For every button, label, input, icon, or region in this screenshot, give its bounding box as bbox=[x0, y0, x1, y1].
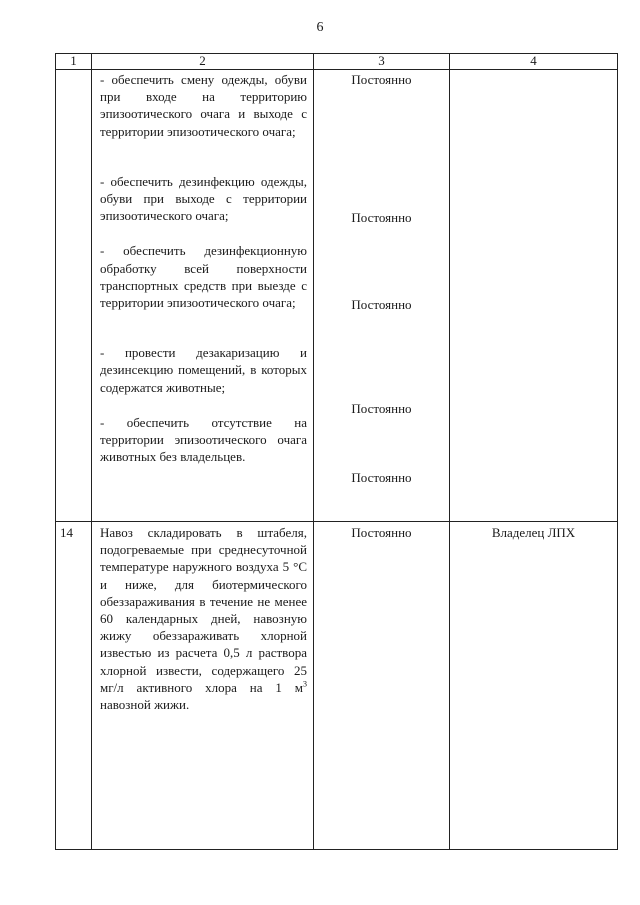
status-text: Постоянно bbox=[351, 525, 412, 540]
status-text: Постоянно bbox=[351, 210, 412, 225]
measure-item: - обеспечить дезинфекцию одежды, обуви при выходе с территории эпизоотического очага; bbox=[100, 173, 307, 224]
header-col-3: 3 bbox=[314, 54, 450, 70]
status-text: Постоянно bbox=[351, 72, 412, 87]
responsible-cell bbox=[450, 70, 618, 522]
measure-item: - провести дезакаризацию и дезинсекцию помещений, в которых содержатся животные; bbox=[100, 345, 307, 395]
measure-text-tail: навозной жижи. bbox=[100, 697, 190, 713]
header-col-4: 4 bbox=[450, 54, 618, 70]
measure-text-main: Навоз складировать в штабеля, подогреваемые при среднесуточной температуре наружного воздуха 5 °С и ниже, для биотермического обеззараживания в течение не менее 60 календарных дней, навозную жижу обеззараживать хлорной известью из расчета 0,5 л раствора хлорной извести, содержащего 25 мг/л активного хлора на 1 м bbox=[100, 525, 307, 695]
row-number: 14 bbox=[56, 522, 92, 850]
responsible-cell: Владелец ЛПХ bbox=[450, 522, 618, 850]
period-cell bbox=[314, 70, 450, 522]
measure-item: - обеспечить отсутствие на территории эпизоотического очага животных без владельцев. bbox=[100, 414, 307, 465]
period-cell bbox=[314, 522, 450, 850]
measure-text-cell bbox=[92, 522, 314, 850]
status-text: Постоянно bbox=[351, 470, 412, 485]
measures-table bbox=[55, 53, 618, 850]
status-text: Постоянно bbox=[351, 401, 412, 416]
row-number-cell bbox=[56, 70, 92, 522]
cubic-superscript: 3 bbox=[303, 679, 307, 689]
measure-item: - обеспечить смену одежды, обуви при входе на территорию эпизоотического очага и выходе с территории эпизоотического очага; bbox=[100, 72, 307, 139]
header-col-2: 2 bbox=[92, 54, 314, 70]
page-number: 6 bbox=[316, 20, 324, 35]
header-col-1: 1 bbox=[56, 54, 92, 70]
table-row-continuation bbox=[56, 70, 618, 522]
measure-item: - обеспечить дезинфекционную обработку всей поверхности транспортных средств при выезде с территории эпизоотического очага; bbox=[100, 243, 307, 311]
table-row-14 bbox=[56, 522, 618, 850]
measures-cell bbox=[92, 70, 314, 522]
measure-text bbox=[100, 524, 307, 713]
table-header-row bbox=[56, 54, 618, 70]
status-text: Постоянно bbox=[351, 297, 412, 312]
